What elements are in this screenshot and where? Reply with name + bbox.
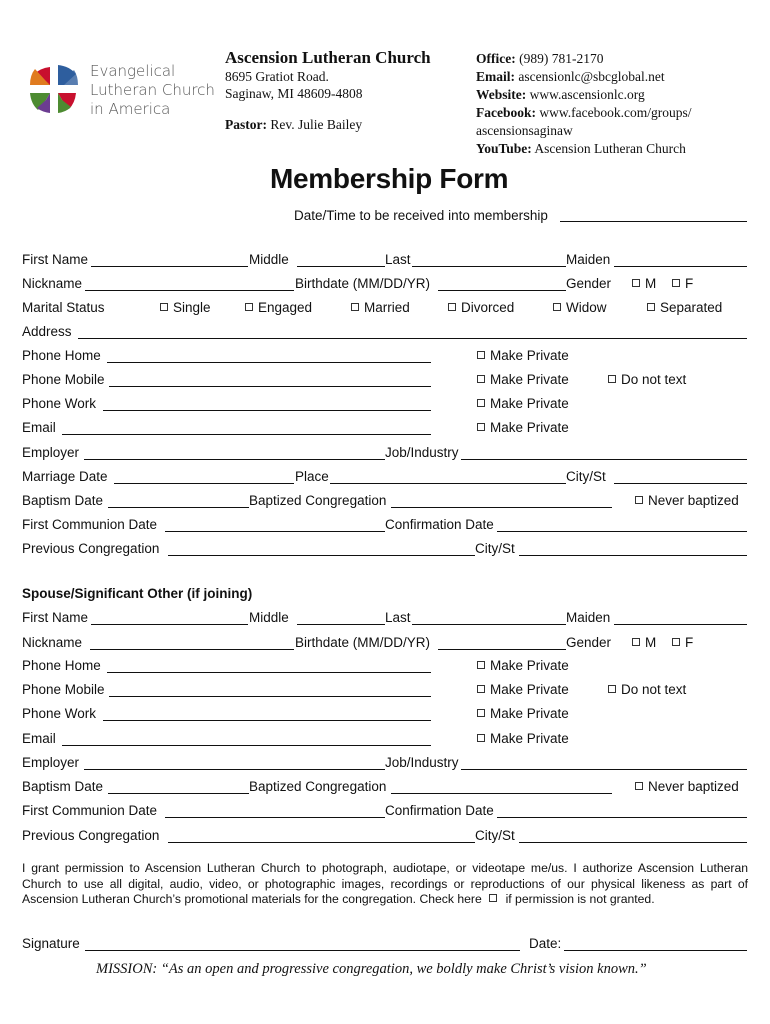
do-not-text-label: Do not text <box>621 372 687 387</box>
checkbox-icon <box>632 638 640 646</box>
gender-label: Gender <box>566 276 612 291</box>
spouse-phone-work-label: Phone Work <box>22 706 97 721</box>
email-field[interactable] <box>62 434 431 435</box>
consent-checkbox[interactable] <box>489 894 497 902</box>
spouse-phone-home-label: Phone Home <box>22 658 101 673</box>
spouse-birthdate-label: Birthdate (MM/DD/YR) <box>295 635 431 650</box>
spouse-previous-city-field[interactable] <box>519 842 747 843</box>
spouse-baptism-date-field[interactable] <box>108 793 249 794</box>
previous-congregation-field[interactable] <box>168 555 475 556</box>
spouse-gender-female-option[interactable] <box>672 635 693 650</box>
checkbox-icon <box>608 685 616 693</box>
marriage-city-label: City/St <box>566 469 606 484</box>
checkbox-icon <box>160 303 168 311</box>
facebook-value[interactable]: www.facebook.com/groups/ <box>539 105 692 120</box>
checkbox-icon <box>448 303 456 311</box>
spouse-maiden-field[interactable] <box>614 624 747 625</box>
last-field[interactable] <box>412 266 566 267</box>
gender-male-option[interactable] <box>632 276 656 291</box>
make-private-label: Make Private <box>490 658 569 673</box>
website-label: Website: <box>476 87 527 102</box>
email-label: Email: <box>476 69 515 84</box>
spouse-first-communion-label: First Communion Date <box>22 803 158 818</box>
spouse-email-field[interactable] <box>62 745 431 746</box>
make-private-label: Make Private <box>490 348 569 363</box>
checkbox-icon <box>477 709 485 717</box>
spouse-email-label: Email <box>22 731 56 746</box>
middle-field[interactable] <box>297 266 385 267</box>
spouse-phone-mobile-private-option[interactable] <box>477 682 569 697</box>
mission-statement: MISSION: “As an open and progressive congregation, we boldly make Christ’s vision known.” <box>96 961 647 977</box>
spouse-middle-field[interactable] <box>297 624 385 625</box>
spouse-first-name-field[interactable] <box>91 624 248 625</box>
spouse-phone-work-field[interactable] <box>103 720 431 721</box>
spouse-do-not-text-option[interactable] <box>608 682 686 697</box>
nickname-label: Nickname <box>22 276 83 291</box>
engaged-label: Engaged <box>258 300 313 315</box>
facebook-label: Facebook: <box>476 105 536 120</box>
make-private-label: Make Private <box>490 731 569 746</box>
employer-label: Employer <box>22 445 80 460</box>
phone-home-field[interactable] <box>107 362 431 363</box>
spouse-previous-city-label: City/St <box>475 828 515 843</box>
single-label: Single <box>173 300 211 315</box>
phone-mobile-field[interactable] <box>109 386 431 387</box>
spouse-phone-work-private-option[interactable] <box>477 706 569 721</box>
spouse-never-baptized-option[interactable] <box>635 779 739 794</box>
spouse-confirmation-date-label: Confirmation Date <box>385 803 494 818</box>
do-not-text-option[interactable] <box>608 372 686 387</box>
cross-logo-icon <box>26 60 82 118</box>
church-address-1: 8695 Gratiot Road. <box>225 69 329 84</box>
email-value[interactable]: ascensionlc@sbcglobal.net <box>518 69 665 84</box>
logo-line-3: in America <box>90 100 171 118</box>
elca-logo-text <box>90 62 215 119</box>
checkbox-icon <box>632 279 640 287</box>
date-label: Date: <box>529 936 562 951</box>
spouse-maiden-label: Maiden <box>566 610 611 625</box>
employer-field[interactable] <box>84 459 385 460</box>
previous-city-field[interactable] <box>519 555 747 556</box>
marital-status-label: Marital Status <box>22 300 105 315</box>
address-label: Address <box>22 324 72 339</box>
previous-congregation-label: Previous Congregation <box>22 541 160 556</box>
spouse-phone-mobile-field[interactable] <box>109 696 431 697</box>
job-industry-label: Job/Industry <box>385 445 459 460</box>
baptized-congregation-label: Baptized Congregation <box>249 493 387 508</box>
pastor-label: Pastor: <box>225 117 267 132</box>
spouse-birthdate-field[interactable] <box>438 649 566 650</box>
pastor-line <box>225 116 362 134</box>
checkbox-icon <box>635 782 643 790</box>
logo-line-1: Evangelical <box>90 62 176 80</box>
make-private-label: Make Private <box>490 682 569 697</box>
never-baptized-label: Never baptized <box>648 779 739 794</box>
spouse-gender-label: Gender <box>566 635 612 650</box>
nickname-field[interactable] <box>85 290 294 291</box>
website-line <box>476 86 691 104</box>
marriage-date-label: Marriage Date <box>22 469 108 484</box>
birthdate-field[interactable] <box>438 290 566 291</box>
office-line <box>476 50 691 68</box>
address-field[interactable] <box>78 338 747 339</box>
phone-home-private-option[interactable] <box>477 348 569 363</box>
office-label: Office: <box>476 51 516 66</box>
marital-engaged-option[interactable] <box>245 300 312 315</box>
gender-female-label: F <box>685 276 694 291</box>
spouse-first-name-label: First Name <box>22 610 89 625</box>
spouse-first-communion-field[interactable] <box>165 817 385 818</box>
spouse-employer-field[interactable] <box>84 769 385 770</box>
spouse-phone-home-field[interactable] <box>107 672 431 673</box>
spouse-phone-home-private-option[interactable] <box>477 658 569 673</box>
checkbox-icon <box>477 351 485 359</box>
gender-female-label: F <box>685 635 694 650</box>
gender-male-label: M <box>645 276 657 291</box>
email-label: Email <box>22 420 56 435</box>
make-private-label: Make Private <box>490 396 569 411</box>
maiden-field[interactable] <box>614 266 747 267</box>
gender-male-label: M <box>645 635 657 650</box>
form-title: Membership Form <box>270 163 509 194</box>
spouse-email-private-option[interactable] <box>477 731 569 746</box>
spouse-previous-congregation-field[interactable] <box>168 842 475 843</box>
last-label: Last <box>385 252 411 267</box>
checkbox-icon <box>477 685 485 693</box>
phone-mobile-label: Phone Mobile <box>22 372 105 387</box>
place-field[interactable] <box>330 483 566 484</box>
spouse-baptism-date-label: Baptism Date <box>22 779 104 794</box>
received-label: Date/Time to be received into membership <box>294 208 548 223</box>
elca-logo <box>26 60 82 118</box>
church-address-2: Saginaw, MI 48609-4808 <box>225 86 363 101</box>
do-not-text-label: Do not text <box>621 682 687 697</box>
checkbox-icon <box>608 375 616 383</box>
consent-text: I grant permission to Ascension Lutheran Church to photograph, audiotape, or videotape me/us. I authorize Ascension Lutheran Church to use all digital, audio, video, or photographic images, recordings or reproductions of our physical likeness as part of Ascension Lutheran Church’s promotional materials for the congregation. Check here <box>22 861 748 907</box>
checkbox-icon <box>672 279 680 287</box>
youtube-label: YouTube: <box>476 141 532 156</box>
never-baptized-option[interactable] <box>635 493 739 508</box>
checkbox-icon <box>477 734 485 742</box>
spouse-last-field[interactable] <box>412 624 566 625</box>
spouse-baptized-congregation-label: Baptized Congregation <box>249 779 387 794</box>
youtube-line <box>476 140 691 158</box>
spouse-gender-male-option[interactable] <box>632 635 656 650</box>
first-name-label: First Name <box>22 252 89 267</box>
phone-work-label: Phone Work <box>22 396 97 411</box>
marital-single-option[interactable] <box>160 300 211 315</box>
gender-female-option[interactable] <box>672 276 693 291</box>
received-field[interactable] <box>560 221 747 222</box>
spouse-last-label: Last <box>385 610 411 625</box>
checkbox-icon <box>477 423 485 431</box>
checkbox-icon <box>647 303 655 311</box>
spouse-heading: Spouse/Significant Other (if joining) <box>22 586 253 601</box>
spouse-previous-congregation-label: Previous Congregation <box>22 828 160 843</box>
first-communion-label: First Communion Date <box>22 517 158 532</box>
confirmation-date-field[interactable] <box>497 531 747 532</box>
never-baptized-label: Never baptized <box>648 493 739 508</box>
facebook-line-2: ascensionsaginaw <box>476 123 573 138</box>
phone-work-field[interactable] <box>103 410 431 411</box>
marital-widow-option[interactable] <box>553 300 607 315</box>
make-private-label: Make Private <box>490 420 569 435</box>
marriage-date-field[interactable] <box>114 483 294 484</box>
baptized-congregation-field[interactable] <box>391 507 612 508</box>
make-private-label: Make Private <box>490 372 569 387</box>
separated-label: Separated <box>660 300 723 315</box>
marital-divorced-option[interactable] <box>448 300 514 315</box>
pastor-name: Rev. Julie Bailey <box>270 117 363 132</box>
confirmation-date-label: Confirmation Date <box>385 517 494 532</box>
marital-separated-option[interactable] <box>647 300 722 315</box>
spouse-job-industry-field[interactable] <box>461 769 747 770</box>
baptism-date-label: Baptism Date <box>22 493 104 508</box>
logo-line-2: Lutheran Church <box>90 81 215 99</box>
spouse-confirmation-date-field[interactable] <box>497 817 747 818</box>
maiden-label: Maiden <box>566 252 611 267</box>
phone-home-label: Phone Home <box>22 348 101 363</box>
contact-block <box>476 50 691 158</box>
place-label: Place <box>295 469 329 484</box>
make-private-label: Make Private <box>490 706 569 721</box>
birthdate-label: Birthdate (MM/DD/YR) <box>295 276 431 291</box>
middle-label: Middle <box>249 252 289 267</box>
checkbox-icon <box>477 399 485 407</box>
checkbox-icon <box>351 303 359 311</box>
consent-text-end: if permission is not granted. <box>505 892 655 907</box>
email-private-option[interactable] <box>477 420 569 435</box>
spouse-job-industry-label: Job/Industry <box>385 755 459 770</box>
first-name-field[interactable] <box>91 266 248 267</box>
youtube-value: Ascension Lutheran Church <box>534 141 686 156</box>
job-industry-field[interactable] <box>461 459 747 460</box>
spouse-nickname-field[interactable] <box>90 649 294 650</box>
spouse-middle-label: Middle <box>249 610 289 625</box>
checkbox-icon <box>245 303 253 311</box>
phone-work-private-option[interactable] <box>477 396 569 411</box>
spouse-nickname-label: Nickname <box>22 635 83 650</box>
spouse-phone-mobile-label: Phone Mobile <box>22 682 105 697</box>
checkbox-icon <box>635 496 643 504</box>
widow-label: Widow <box>566 300 607 315</box>
baptism-date-field[interactable] <box>108 507 249 508</box>
married-label: Married <box>364 300 410 315</box>
signature-label: Signature <box>22 936 80 951</box>
facebook-line <box>476 104 691 122</box>
signature-field[interactable] <box>85 950 520 951</box>
office-value: (989) 781-2170 <box>519 51 604 66</box>
checkbox-icon <box>477 375 485 383</box>
website-value[interactable]: www.ascensionlc.org <box>529 87 645 102</box>
date-field[interactable] <box>564 950 747 951</box>
spouse-employer-label: Employer <box>22 755 80 770</box>
consent-paragraph <box>22 861 748 908</box>
divorced-label: Divorced <box>461 300 515 315</box>
checkbox-icon <box>672 638 680 646</box>
previous-city-label: City/St <box>475 541 515 556</box>
email-line <box>476 68 691 86</box>
phone-mobile-private-option[interactable] <box>477 372 569 387</box>
marital-married-option[interactable] <box>351 300 410 315</box>
checkbox-icon <box>553 303 561 311</box>
church-name: Ascension Lutheran Church <box>225 48 431 67</box>
marriage-city-field[interactable] <box>614 483 747 484</box>
spouse-baptized-congregation-field[interactable] <box>391 793 612 794</box>
first-communion-field[interactable] <box>165 531 385 532</box>
checkbox-icon <box>477 661 485 669</box>
